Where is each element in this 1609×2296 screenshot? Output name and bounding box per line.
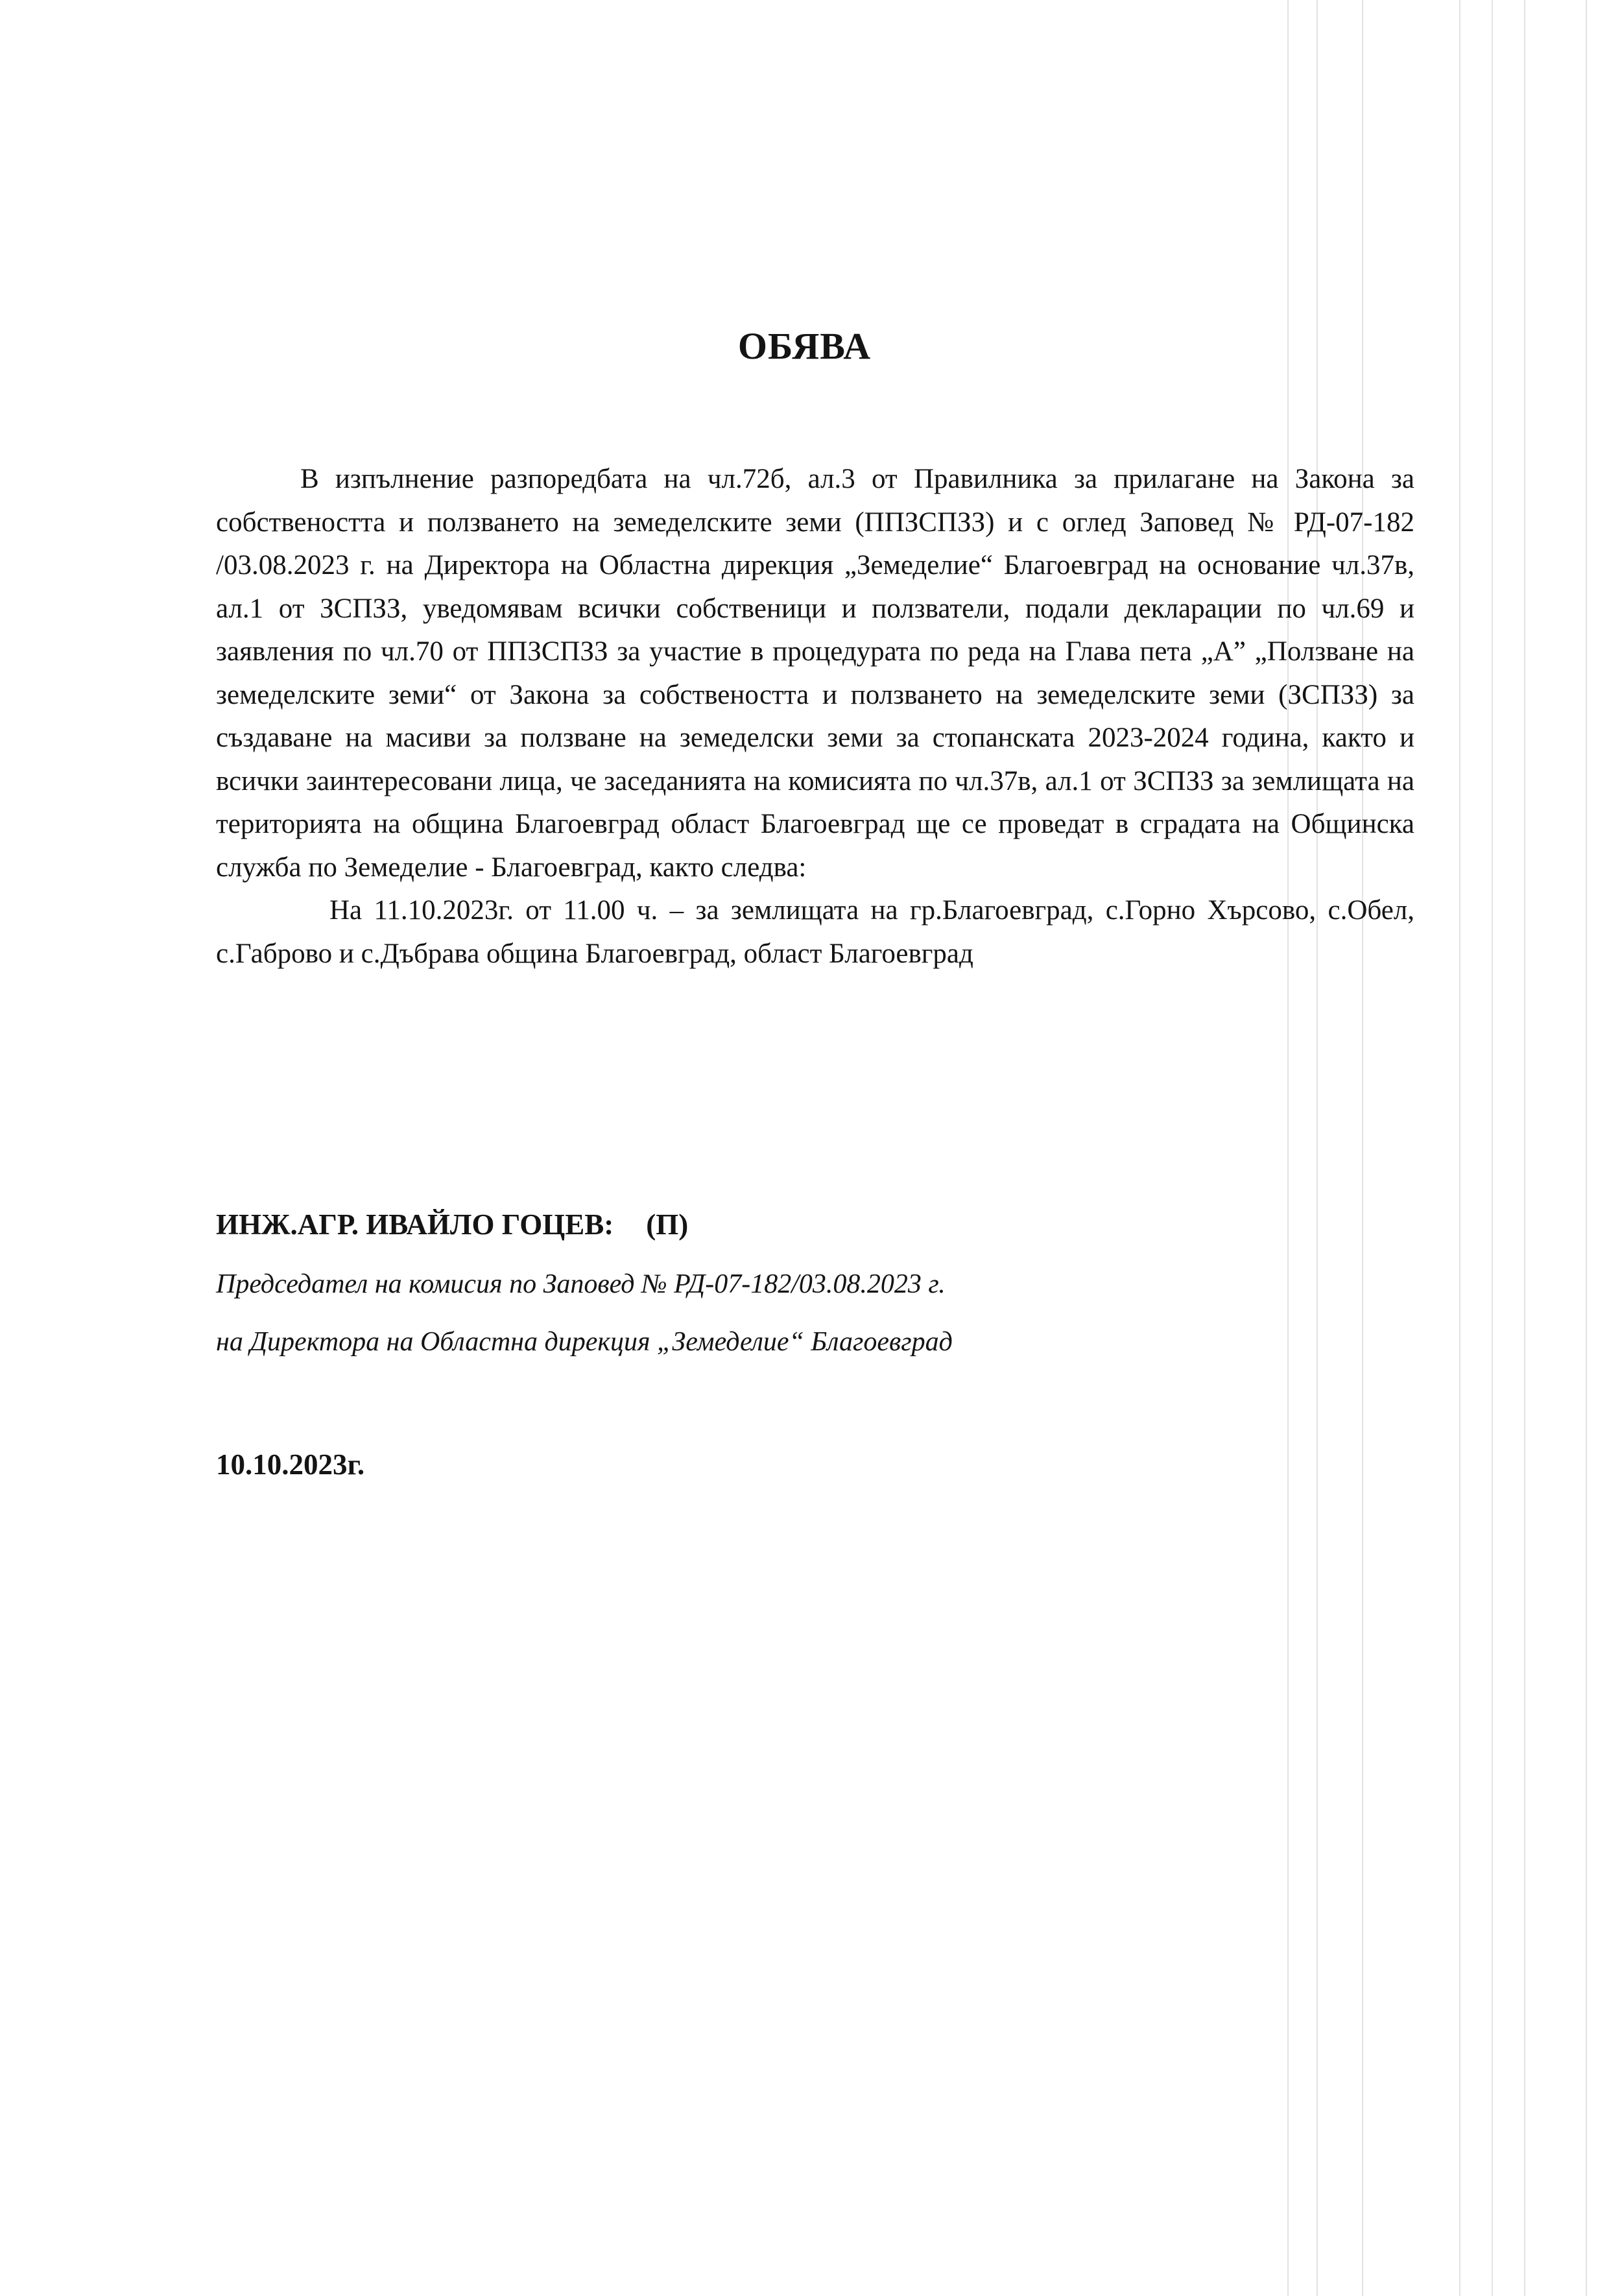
document-date: 10.10.2023г. bbox=[216, 1448, 365, 1481]
signature-line bbox=[216, 1208, 688, 1241]
signatory-name: ИНЖ.АГР. ИВАЙЛО ГОЦЕВ: bbox=[216, 1208, 614, 1241]
signatory-role-line-1: Председател на комисия по Заповед № РД-07-182/03.08.2023 г. bbox=[216, 1269, 946, 1299]
main-paragraph: В изпълнение разпоредбата на чл.72б, ал.3 от Правилника за прилагане на Закона за собствеността и ползването на земеделските земи (ППЗСПЗЗ) и с оглед Заповед № РД-07-182 /03.08.2023 г. на Директора на Областна дирекция „Земеделие“ Благоевград на основание чл.37в, ал.1 от ЗСПЗЗ, уведомявам всички собственици и ползватели, подали декларации по чл.69 и заявления по чл.70 от ППЗСПЗЗ за участие в процедурата по реда на Глава пета „А” „Ползване на земеделските земи“ от Закона за собствеността и ползването на земеделските земи (ЗСПЗЗ) за създаване на масиви за ползване на земеделски земи за стопанската 2023-2024 година, както и всички заинтересовани лица, че заседанията на комисията по чл.37в, ал.1 от ЗСПЗЗ за землищата на територията на община Благоевград област Благоевград ще се проведат в сградата на Общинска служба по Земеделие - Благоевград, както следва: bbox=[216, 464, 1414, 883]
meeting-paragraph: На 11.10.2023г. от 11.00 ч. – за землищата на гр.Благоевград, с.Горно Хърсово, с.Обел, с.Габрово и с.Дъбрава община Благоевград, област Благоевград bbox=[216, 895, 1414, 969]
signatory-role-line-2: на Директора на Областна дирекция „Земеделие“ Благоевград bbox=[216, 1327, 953, 1357]
notice-body bbox=[216, 458, 1414, 975]
notice-title: ОБЯВА bbox=[737, 325, 872, 367]
signature-stamp: (П) bbox=[646, 1208, 689, 1241]
